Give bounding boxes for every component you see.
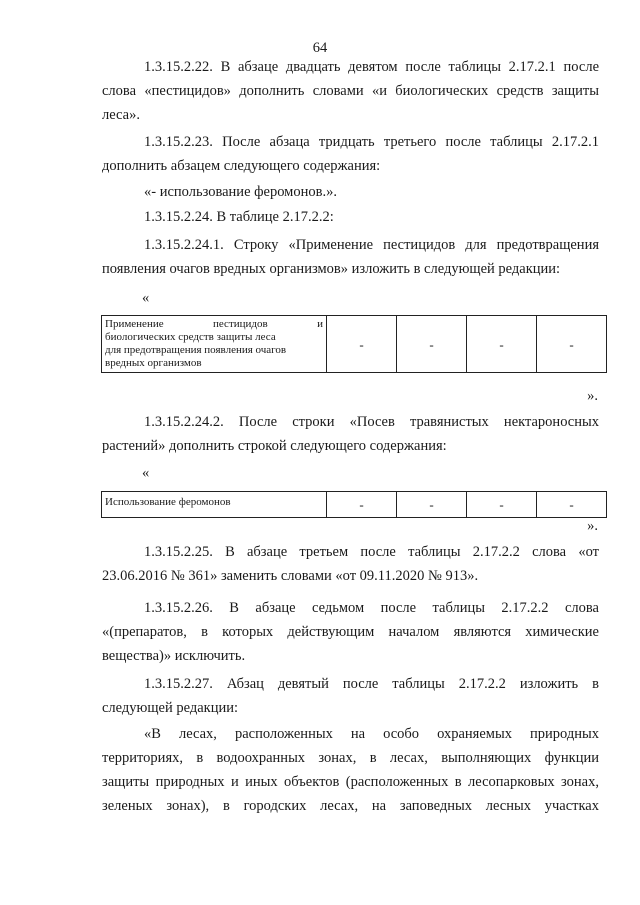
paragraph-1-3-15-2-24-2 [102,410,599,458]
table-cell-name [102,316,327,373]
text-line: «В лесах, расположенных на особо охраняемых природных [144,726,599,742]
text-line: дополнить абзацем следующего содержания: [102,158,381,174]
text-line: 1.3.15.2.25. В абзаце третьем после таблицы 2.17.2.2 слова «от [144,544,599,560]
table-row [102,492,607,518]
quote-close-mark: ». [587,518,598,534]
paragraph-1-3-15-2-22 [102,55,599,127]
text-line: 1.3.15.2.24.2. После строки «Посев травянистых нектароносных [144,414,599,430]
cell-text-line: для предотвращения появления очагов [105,344,287,356]
text-line: «(препаратов, в которых действующим началом являются химические [102,624,599,640]
paragraph-quoted-forests [102,722,599,818]
paragraph-insert-pheromones [102,180,599,204]
text-line: 23.06.2016 № 361» заменить словами «от 09.11.2020 № 913». [102,568,479,584]
table-row-pesticides [101,315,607,373]
table-cell-value: - [327,492,397,518]
quote-open-mark: « [142,465,150,481]
text-line: слова «пестицидов» дополнить словами «и биологических средств защиты [102,83,599,99]
table-cell-value: - [397,492,467,518]
text-line: защиты природных и иных объектов (расположенных в лесопарковых зонах, [102,774,599,790]
text-line: 1.3.15.2.27. Абзац девятый после таблицы 2.17.2.2 изложить в [144,676,599,692]
text-line: вещества)» исключить. [102,648,246,664]
cell-text-line: Применение пестицидов и [105,318,323,330]
paragraph-1-3-15-2-27 [102,672,599,720]
table-cell-value: - [537,316,607,373]
table-cell-name: Использование феромонов [102,492,327,518]
paragraph-1-3-15-2-24 [102,205,599,229]
text-line: 1.3.15.2.24.1. Строку «Применение пестицидов для предотвращения [144,237,599,253]
text-line: «- использование феромонов.». [144,184,337,200]
text-line: 1.3.15.2.26. В абзаце седьмом после таблицы 2.17.2.2 слова [144,600,599,616]
table-cell-value: - [327,316,397,373]
table-cell-value: - [537,492,607,518]
table-row [102,316,607,373]
text-line: 1.3.15.2.22. В абзаце двадцать девятом после таблицы 2.17.2.1 после [144,59,599,75]
paragraph-1-3-15-2-25 [102,540,599,588]
cell-text-line: вредных организмов [105,357,202,369]
text-line: следующей редакции: [102,700,239,716]
text-line: территориях, в водоохранных зонах, в лесах, выполняющих функции [102,750,599,766]
text-line: 1.3.15.2.24. В таблице 2.17.2.2: [144,209,334,225]
page-number: 64 [312,40,328,56]
table-row-pheromones [101,491,607,518]
text-line: 1.3.15.2.23. После абзаца тридцать третьего после таблицы 2.17.2.1 [144,134,599,150]
paragraph-1-3-15-2-24-1 [102,233,599,281]
text-line: леса». [102,107,140,123]
text-line: появления очагов вредных организмов» изложить в следующей редакции: [102,261,561,277]
quote-open-mark: « [142,290,150,306]
quote-close-mark: ». [587,388,598,404]
cell-text-line: биологических средств защиты леса [105,331,276,343]
table-cell-value: - [467,492,537,518]
table-cell-value: - [397,316,467,373]
text-line: растений» дополнить строкой следующего содержания: [102,438,447,454]
text-line: зеленых зонах), в городских лесах, на заповедных лесных участках [102,798,599,814]
paragraph-1-3-15-2-23 [102,130,599,178]
table-cell-value: - [467,316,537,373]
paragraph-1-3-15-2-26 [102,596,599,668]
